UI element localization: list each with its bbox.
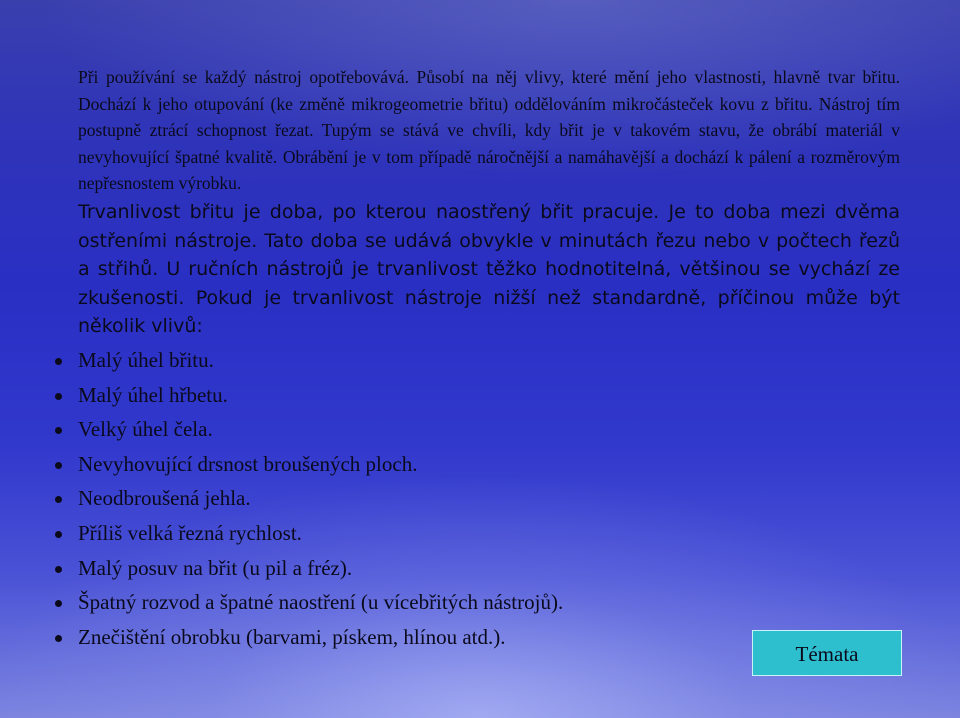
- list-item: [52, 412, 563, 447]
- list-item-text: Znečištění obrobku (barvami, pískem, hlínou atd.).: [78, 624, 506, 649]
- list-item-text: Nevyhovující drsnost broušených ploch.: [78, 451, 418, 476]
- bullet-dot-icon: [55, 600, 62, 607]
- durability-paragraph: [78, 198, 900, 341]
- list-item: [52, 447, 563, 482]
- list-item-text: Příliš velká řezná rychlost.: [78, 520, 302, 545]
- bullet-dot-icon: [55, 531, 62, 538]
- bullet-dot-icon: [55, 393, 62, 400]
- durability-text: Trvanlivost břitu je doba, po kterou naostřený břit pracuje. Je to doba mezi dvěma ostřeními nástroje. Tato doba se udává obvykle v minutách řezu nebo v počtech řezů a střihů. U ručních nástrojů je trvanlivost těžko hodnotitelná, většinou se vychází ze zkušenosti. Pokud je trvanlivost nástroje nižší než standardně, příčinou může být několik vlivů:: [78, 201, 900, 337]
- bullet-dot-icon: [55, 566, 62, 573]
- list-item: [52, 378, 563, 413]
- bullet-dot-icon: [55, 462, 62, 469]
- list-item-text: Malý posuv na břit (u pil a fréz).: [78, 555, 353, 580]
- list-item: [52, 343, 563, 378]
- causes-list: [52, 343, 563, 654]
- bullet-dot-icon: [55, 427, 62, 434]
- list-item: [52, 620, 563, 655]
- bullet-dot-icon: [55, 635, 62, 642]
- list-item: [52, 481, 563, 516]
- list-item-text: Malý úhel hřbetu.: [78, 382, 228, 407]
- intro-sentence-1: Při používání se každý nástroj opotřebovává.: [78, 67, 417, 87]
- topics-button[interactable]: Témata: [752, 630, 902, 676]
- list-item-text: Špatný rozvod a špatné naostření (u vícebřitých nástrojů).: [78, 590, 564, 615]
- bullet-dot-icon: [55, 496, 62, 503]
- list-item: [52, 516, 563, 551]
- list-item-text: Malý úhel břitu.: [78, 348, 214, 372]
- intro-sentence-rest: Působí na něj vlivy, které mění jeho vlastnosti, hlavně tvar břitu. Dochází k jeho otupování (ke změně mikrogeometrie břitu) oddělováním mikročásteček kovu z břitu. Nástroj tím postupně ztrácí schopnost řezat. Tupým se stává ve chvíli, kdy břit je v takovém stavu, že obrábí materiál v nevyhovující špatné kvalitě. Obrábění je v tom případě náročnější a namáhavější a dochází k pálení a rozměrovým nepřesnostem výrobku.: [78, 67, 900, 193]
- bullet-dot-icon: [55, 358, 62, 365]
- list-item-text: Velký úhel čela.: [78, 417, 213, 442]
- intro-paragraph: [78, 64, 900, 197]
- list-item: [52, 585, 563, 620]
- list-item: [52, 551, 563, 586]
- list-item-text: Neodbroušená jehla.: [78, 486, 251, 511]
